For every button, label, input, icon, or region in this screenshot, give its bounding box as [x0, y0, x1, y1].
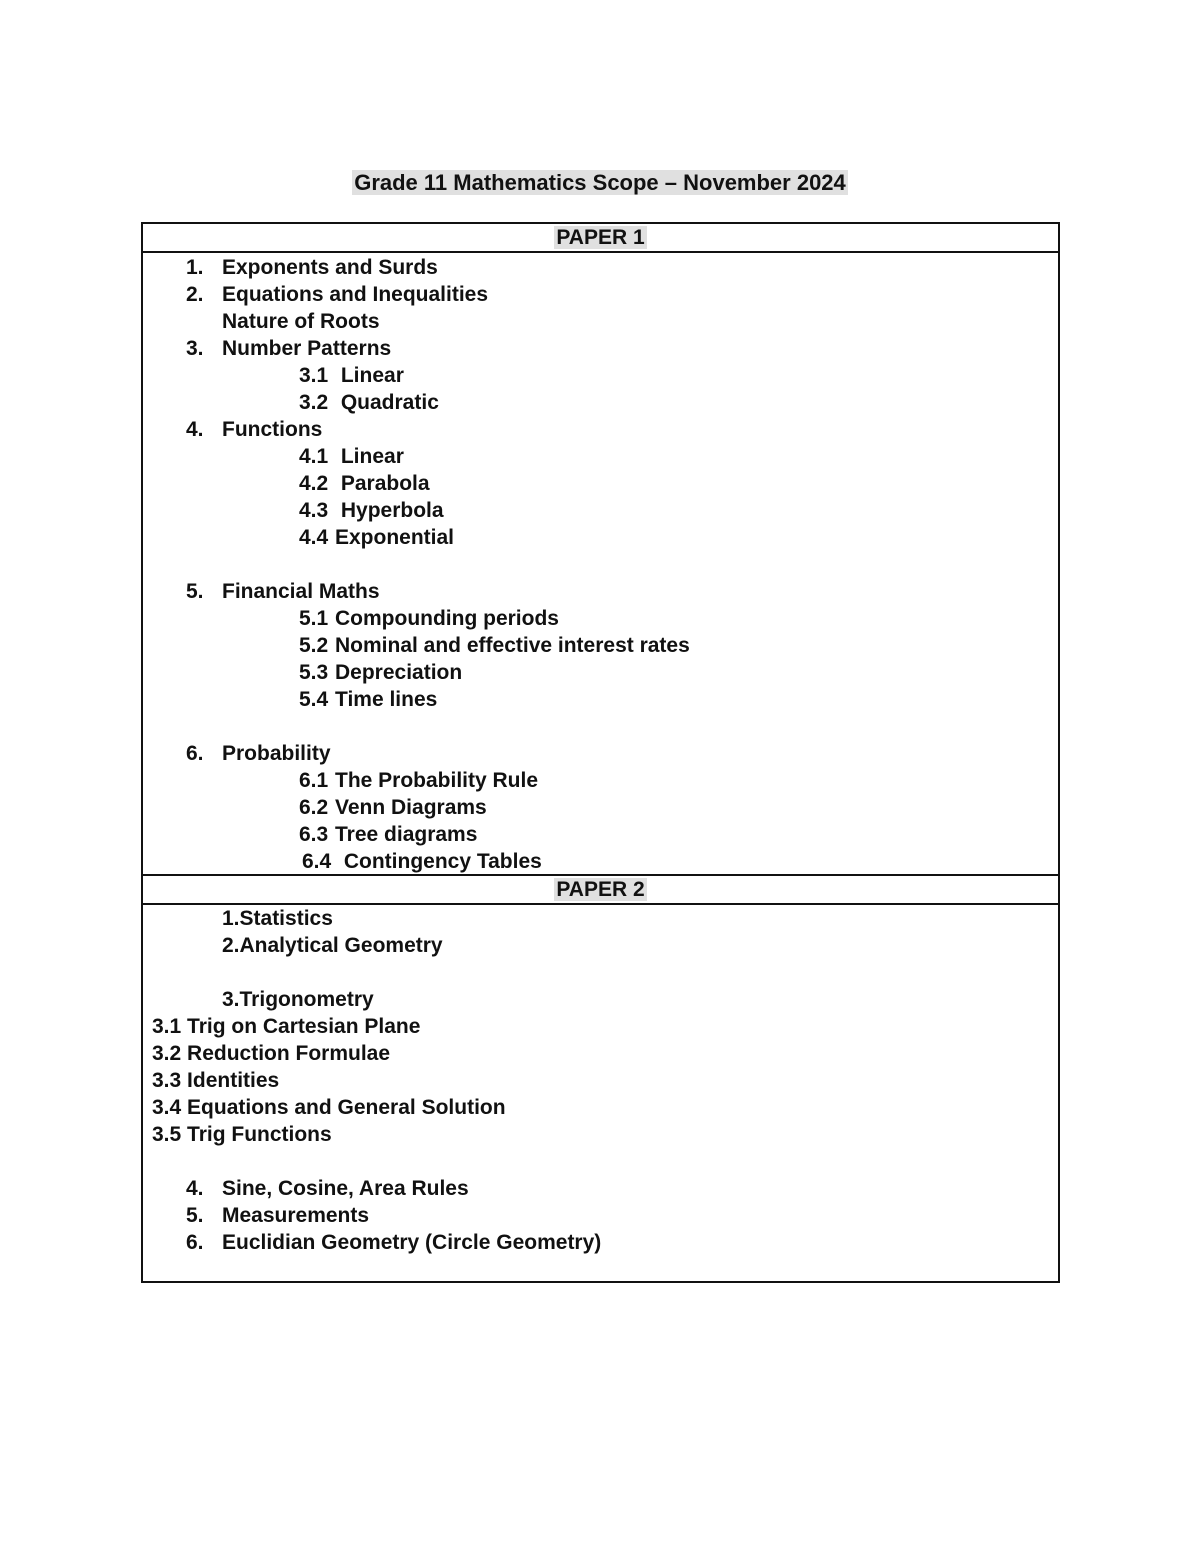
- p1-item-4-2-label: Parabola: [340, 472, 430, 495]
- p1-item-5-1: [299, 605, 559, 632]
- p1-item-6-num: 6.: [186, 742, 204, 765]
- p2-item-6-num: 6.: [186, 1231, 204, 1254]
- p1-item-3-label: Number Patterns: [222, 337, 392, 360]
- p1-item-1-label: Exponents and Surds: [222, 256, 438, 279]
- p1-item-6-3-label: Tree diagrams: [335, 823, 478, 846]
- p1-item-6-4: [302, 848, 542, 875]
- p1-item-4-3: [299, 497, 444, 524]
- p1-item-4-4-label: Exponential: [335, 526, 455, 549]
- p1-item-2-sub-label: Nature of Roots: [222, 310, 380, 333]
- p1-item-3-1-num: 3.1: [299, 364, 329, 387]
- p1-item-4-4: [299, 524, 454, 551]
- p2-item-2-text: 2.Analytical Geometry: [222, 934, 443, 957]
- p2-item-3-5-text: 3.5 Trig Functions: [152, 1123, 332, 1146]
- p1-item-5-num: 5.: [186, 580, 204, 603]
- p1-item-3-2-num: 3.2: [299, 391, 329, 414]
- p1-item-3: [186, 335, 391, 362]
- p2-item-6-label: Euclidian Geometry (Circle Geometry): [222, 1231, 602, 1254]
- p1-item-2-label: Equations and Inequalities: [222, 283, 489, 306]
- p1-item-2-sub: [222, 308, 380, 335]
- p2-item-4-num: 4.: [186, 1177, 204, 1200]
- p1-item-3-1-label: Linear: [340, 364, 404, 387]
- p1-item-5-3: [299, 659, 462, 686]
- paper-1-header: [143, 224, 1058, 253]
- p1-item-5-3-label: Depreciation: [335, 661, 463, 684]
- p1-item-5-2-label: Nominal and effective interest rates: [335, 634, 690, 657]
- p1-item-6-2: [299, 794, 487, 821]
- p1-item-3-1: [299, 362, 404, 389]
- p1-item-4-1: [299, 443, 404, 470]
- paper-2-header: [143, 874, 1058, 905]
- paper-1-heading: PAPER 1: [556, 226, 645, 249]
- p1-item-4-2-num: 4.2: [299, 472, 329, 495]
- p1-item-5-label: Financial Maths: [222, 580, 380, 603]
- p1-item-4-4-num: 4.4: [299, 526, 329, 549]
- p1-item-4-2: [299, 470, 430, 497]
- p2-item-3-2-text: 3.2 Reduction Formulae: [152, 1042, 391, 1065]
- p1-item-6-3-num: 6.3: [299, 823, 329, 846]
- p2-item-3-3: [152, 1067, 279, 1094]
- p2-item-3-1-text: 3.1 Trig on Cartesian Plane: [152, 1015, 421, 1038]
- p1-item-6-1-label: The Probability Rule: [335, 769, 539, 792]
- p1-item-5: [186, 578, 380, 605]
- p2-item-3-3-text: 3.3 Identities: [152, 1069, 280, 1092]
- p1-item-6-1: [299, 767, 538, 794]
- p1-item-5-1-num: 5.1: [299, 607, 329, 630]
- page-title: [0, 168, 1200, 198]
- p2-item-3-4-text: 3.4 Equations and General Solution: [152, 1096, 506, 1119]
- p1-item-1: [186, 254, 438, 281]
- p2-item-5-num: 5.: [186, 1204, 204, 1227]
- p1-item-5-4: [299, 686, 437, 713]
- p1-item-3-num: 3.: [186, 337, 204, 360]
- p2-item-3-1: [152, 1013, 420, 1040]
- p1-item-4-label: Functions: [222, 418, 323, 441]
- p2-item-3-2: [152, 1040, 390, 1067]
- p1-item-6-2-num: 6.2: [299, 796, 329, 819]
- paper-2-heading: PAPER 2: [556, 878, 645, 901]
- p1-item-2-num: 2.: [186, 283, 204, 306]
- p2-item-3: [222, 986, 374, 1013]
- p2-item-3-4: [152, 1094, 506, 1121]
- p1-item-4-3-label: Hyperbola: [340, 499, 444, 522]
- p1-item-5-3-num: 5.3: [299, 661, 329, 684]
- p2-item-4: [186, 1175, 469, 1202]
- p1-item-5-2-num: 5.2: [299, 634, 329, 657]
- p2-item-1: [222, 905, 333, 932]
- p2-item-3-5: [152, 1121, 332, 1148]
- p1-item-3-2-label: Quadratic: [340, 391, 439, 414]
- p1-item-4-num: 4.: [186, 418, 204, 441]
- p2-item-2: [222, 932, 443, 959]
- page-title-text: Grade 11 Mathematics Scope – November 2024: [354, 170, 846, 195]
- p1-item-3-2: [299, 389, 439, 416]
- p1-item-6-4-label: Contingency Tables: [343, 850, 542, 873]
- p1-item-4-1-label: Linear: [340, 445, 404, 468]
- p1-item-2: [186, 281, 488, 308]
- p1-item-5-4-num: 5.4: [299, 688, 329, 711]
- p2-item-3-text: 3.Trigonometry: [222, 988, 374, 1011]
- p1-item-6: [186, 740, 331, 767]
- scope-table: [141, 222, 1060, 1283]
- p1-item-6-2-label: Venn Diagrams: [335, 796, 487, 819]
- p2-item-6: [186, 1229, 601, 1256]
- p2-item-1-text: 1.Statistics: [222, 907, 333, 930]
- p1-item-5-1-label: Compounding periods: [335, 607, 559, 630]
- p1-item-4: [186, 416, 322, 443]
- p1-item-6-label: Probability: [222, 742, 331, 765]
- p2-item-5-label: Measurements: [222, 1204, 370, 1227]
- p2-item-4-label: Sine, Cosine, Area Rules: [222, 1177, 469, 1200]
- p1-item-6-4-num: 6.4: [302, 850, 332, 873]
- p1-item-1-num: 1.: [186, 256, 204, 279]
- p1-item-5-4-label: Time lines: [335, 688, 438, 711]
- p1-item-5-2: [299, 632, 690, 659]
- p1-item-6-3: [299, 821, 477, 848]
- p1-item-6-1-num: 6.1: [299, 769, 329, 792]
- p1-item-4-3-num: 4.3: [299, 499, 329, 522]
- p1-item-4-1-num: 4.1: [299, 445, 329, 468]
- p2-item-5: [186, 1202, 369, 1229]
